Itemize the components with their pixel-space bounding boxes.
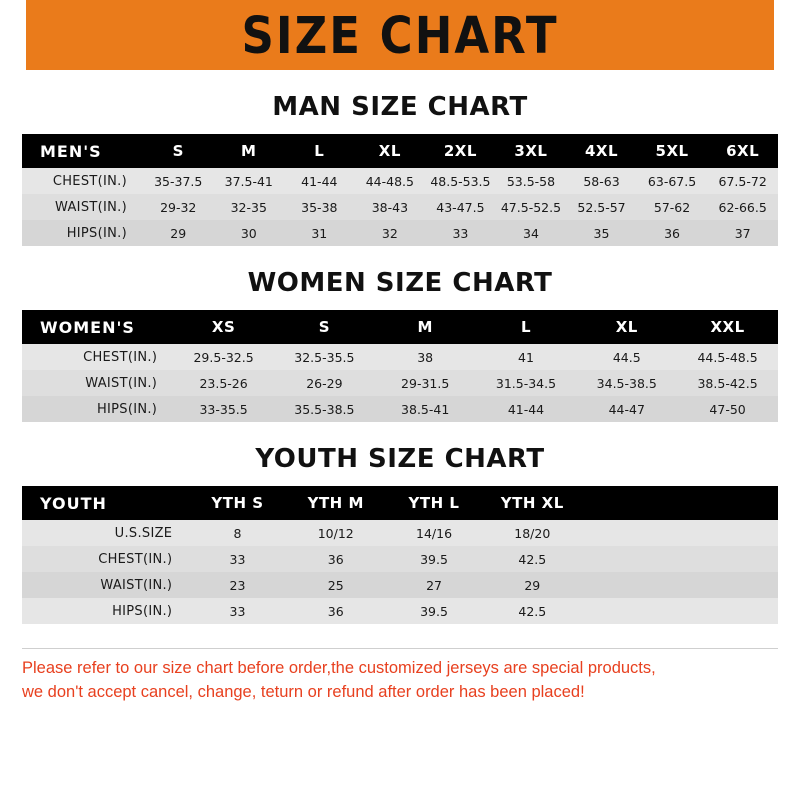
table-cell: 34.5-38.5 bbox=[576, 370, 677, 396]
charts-content bbox=[0, 92, 800, 624]
youth-col-empty-2 bbox=[680, 486, 778, 520]
table-cell: 44.5-48.5 bbox=[677, 344, 778, 370]
table-cell: 33-35.5 bbox=[173, 396, 274, 422]
table-cell: 38.5-41 bbox=[375, 396, 476, 422]
youth-col-m: YTH M bbox=[287, 486, 385, 520]
header-banner bbox=[0, 0, 800, 70]
table-cell: 43-47.5 bbox=[425, 194, 496, 220]
youth-row-label-waist: WAIST(IN.) bbox=[22, 572, 188, 598]
table-cell: 41-44 bbox=[476, 396, 577, 422]
table-row bbox=[22, 598, 778, 624]
table-cell: 47.5-52.5 bbox=[496, 194, 567, 220]
table-cell: 35 bbox=[566, 220, 637, 246]
table-row bbox=[22, 194, 778, 220]
table-cell: 33 bbox=[188, 546, 286, 572]
table-cell: 35-38 bbox=[284, 194, 355, 220]
table-cell bbox=[680, 572, 778, 598]
table-cell: 23 bbox=[188, 572, 286, 598]
table-cell: 38 bbox=[375, 344, 476, 370]
table-cell: 32.5-35.5 bbox=[274, 344, 375, 370]
table-cell: 34 bbox=[496, 220, 567, 246]
women-section-title: WOMEN SIZE CHART bbox=[247, 268, 553, 298]
table-cell: 31.5-34.5 bbox=[476, 370, 577, 396]
youth-col-s: YTH S bbox=[188, 486, 286, 520]
women-col-xs: XS bbox=[173, 310, 274, 344]
table-cell: 38-43 bbox=[355, 194, 426, 220]
table-cell bbox=[680, 546, 778, 572]
table-cell: 57-62 bbox=[637, 194, 708, 220]
table-cell: 39.5 bbox=[385, 598, 483, 624]
women-col-m: M bbox=[375, 310, 476, 344]
table-cell: 35-37.5 bbox=[143, 168, 214, 194]
man-col-m: M bbox=[214, 134, 285, 168]
table-cell: 52.5-57 bbox=[566, 194, 637, 220]
women-size-table bbox=[22, 310, 778, 422]
table-cell bbox=[680, 520, 778, 546]
table-cell: 10/12 bbox=[287, 520, 385, 546]
women-row-label-chest: CHEST(IN.) bbox=[22, 344, 173, 370]
man-col-4xl: 4XL bbox=[566, 134, 637, 168]
man-row-label-hips: HIPS(IN.) bbox=[22, 220, 143, 246]
youth-col-l: YTH L bbox=[385, 486, 483, 520]
man-section-title: MAN SIZE CHART bbox=[272, 92, 528, 122]
table-cell: 36 bbox=[637, 220, 708, 246]
table-cell bbox=[581, 572, 679, 598]
man-col-s: S bbox=[143, 134, 214, 168]
table-cell: 33 bbox=[425, 220, 496, 246]
table-cell bbox=[581, 520, 679, 546]
table-cell: 27 bbox=[385, 572, 483, 598]
table-cell: 25 bbox=[287, 572, 385, 598]
table-cell: 44-48.5 bbox=[355, 168, 426, 194]
table-cell: 26-29 bbox=[274, 370, 375, 396]
table-cell: 38.5-42.5 bbox=[677, 370, 778, 396]
women-col-xl: XL bbox=[576, 310, 677, 344]
youth-row-header-label: YOUTH bbox=[22, 486, 188, 520]
table-cell: 32-35 bbox=[214, 194, 285, 220]
table-row bbox=[22, 396, 778, 422]
man-col-xl: XL bbox=[355, 134, 426, 168]
women-col-s: S bbox=[274, 310, 375, 344]
man-size-table bbox=[22, 134, 778, 246]
table-cell bbox=[581, 546, 679, 572]
man-col-3xl: 3XL bbox=[496, 134, 567, 168]
table-cell: 37.5-41 bbox=[214, 168, 285, 194]
youth-row-label-chest: CHEST(IN.) bbox=[22, 546, 188, 572]
table-cell: 37 bbox=[707, 220, 778, 246]
youth-row-label-ussize: U.S.SIZE bbox=[22, 520, 188, 546]
man-col-2xl: 2XL bbox=[425, 134, 496, 168]
table-header-row bbox=[22, 486, 778, 520]
table-cell: 42.5 bbox=[483, 598, 581, 624]
table-cell: 31 bbox=[284, 220, 355, 246]
table-cell: 29.5-32.5 bbox=[173, 344, 274, 370]
table-cell: 33 bbox=[188, 598, 286, 624]
footer-note-line-2: we don't accept cancel, change, teturn or refund after order has been placed! bbox=[22, 682, 585, 701]
table-cell: 14/16 bbox=[385, 520, 483, 546]
table-cell: 62-66.5 bbox=[707, 194, 778, 220]
man-col-l: L bbox=[284, 134, 355, 168]
table-cell: 39.5 bbox=[385, 546, 483, 572]
table-row bbox=[22, 546, 778, 572]
table-cell: 53.5-58 bbox=[496, 168, 567, 194]
table-row bbox=[22, 370, 778, 396]
table-row bbox=[22, 572, 778, 598]
youth-row-label-hips: HIPS(IN.) bbox=[22, 598, 188, 624]
table-header-row bbox=[22, 134, 778, 168]
table-cell: 41 bbox=[476, 344, 577, 370]
table-cell: 41-44 bbox=[284, 168, 355, 194]
table-cell: 23.5-26 bbox=[173, 370, 274, 396]
page-title: SIZE CHART bbox=[241, 5, 559, 65]
youth-col-empty-1 bbox=[581, 486, 679, 520]
youth-col-xl: YTH XL bbox=[483, 486, 581, 520]
footer-note-line-1: Please refer to our size chart before order,the customized jerseys are special products, bbox=[22, 659, 656, 677]
table-cell bbox=[581, 598, 679, 624]
man-col-6xl: 6XL bbox=[707, 134, 778, 168]
table-cell: 42.5 bbox=[483, 546, 581, 572]
table-header-row bbox=[22, 310, 778, 344]
table-row bbox=[22, 344, 778, 370]
table-cell: 44.5 bbox=[576, 344, 677, 370]
table-row bbox=[22, 168, 778, 194]
man-row-label-waist: WAIST(IN.) bbox=[22, 194, 143, 220]
women-col-xxl: XXL bbox=[677, 310, 778, 344]
table-cell: 30 bbox=[214, 220, 285, 246]
table-row bbox=[22, 520, 778, 546]
table-row bbox=[22, 220, 778, 246]
women-row-label-hips: HIPS(IN.) bbox=[22, 396, 173, 422]
banner-left-notch bbox=[0, 0, 26, 70]
table-cell: 63-67.5 bbox=[637, 168, 708, 194]
table-cell: 29 bbox=[483, 572, 581, 598]
table-cell: 29-31.5 bbox=[375, 370, 476, 396]
women-col-l: L bbox=[476, 310, 577, 344]
man-row-header-label: MEN'S bbox=[22, 134, 143, 168]
youth-section-title: YOUTH SIZE CHART bbox=[255, 444, 545, 474]
table-cell: 29-32 bbox=[143, 194, 214, 220]
man-col-5xl: 5XL bbox=[637, 134, 708, 168]
banner-right-notch bbox=[774, 0, 800, 70]
footer-note bbox=[0, 648, 800, 705]
table-cell: 67.5-72 bbox=[707, 168, 778, 194]
man-row-label-chest: CHEST(IN.) bbox=[22, 168, 143, 194]
table-cell: 35.5-38.5 bbox=[274, 396, 375, 422]
table-cell: 58-63 bbox=[566, 168, 637, 194]
table-cell: 18/20 bbox=[483, 520, 581, 546]
table-cell: 36 bbox=[287, 598, 385, 624]
table-cell: 32 bbox=[355, 220, 426, 246]
women-row-header-label: WOMEN'S bbox=[22, 310, 173, 344]
table-cell: 48.5-53.5 bbox=[425, 168, 496, 194]
table-cell bbox=[680, 598, 778, 624]
table-cell: 8 bbox=[188, 520, 286, 546]
table-cell: 29 bbox=[143, 220, 214, 246]
table-cell: 44-47 bbox=[576, 396, 677, 422]
women-row-label-waist: WAIST(IN.) bbox=[22, 370, 173, 396]
table-cell: 36 bbox=[287, 546, 385, 572]
youth-size-table bbox=[22, 486, 778, 624]
footer-divider bbox=[22, 648, 778, 649]
table-cell: 47-50 bbox=[677, 396, 778, 422]
